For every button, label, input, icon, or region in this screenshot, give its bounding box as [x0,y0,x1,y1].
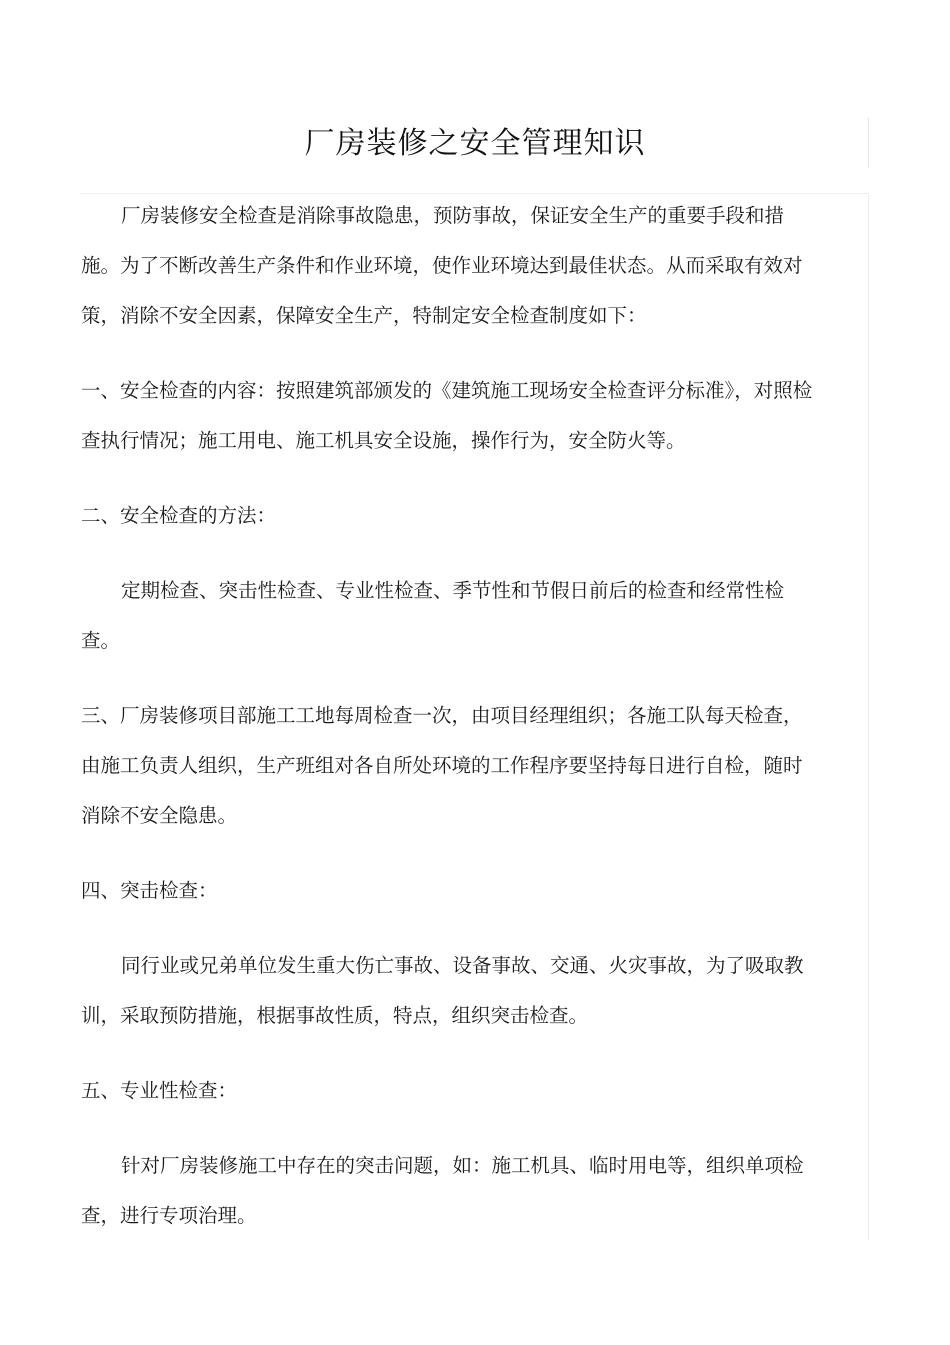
paragraph-gap [81,466,819,491]
document-body [81,191,819,1241]
section-heading-weekly: 三、厂房装修项目部施工工地每周检查一次，由项目经理组织；各施工队每天检查，由施工负责人组织，生产班组对各自所处环境的工作程序要坚持每日进行自检，随时消除不安全隐患。 [81,704,803,827]
section-heading-specialized: 五、专业性检查： [81,1079,238,1102]
section-heading-methods: 二、安全检查的方法： [81,504,277,527]
section-heading-surprise: 四、突击检查： [81,879,218,902]
paragraph-gap [81,541,819,566]
paragraph-surprise: 同行业或兄弟单位发生重大伤亡事故、设备事故、交通、火灾事故，为了吸取教训，采取预防措施，根据事故性质，特点，组织突击检查。 [81,954,804,1027]
margin-line-right [868,195,869,1240]
paragraph-intro: 厂房装修安全检查是消除事故隐患，预防事故，保证安全生产的重要手段和措施。为了不断改善生产条件和作业环境，使作业环境达到最佳状态。从而采取有效对策，消除不安全因素，保障安全生产，特制定安全检查制度如下： [81,204,803,327]
paragraph-gap [81,841,819,866]
paragraph-gap [81,341,819,366]
paragraph-specialized: 针对厂房装修施工中存在的突击问题，如：施工机具、临时用电等，组织单项检查，进行专项治理。 [81,1154,804,1227]
document-title: 厂房装修之安全管理知识 [304,126,646,161]
paragraph-gap [81,666,819,691]
section-heading-content: 一、安全检查的内容：按照建筑部颁发的《建筑施工现场安全检查评分标准》，对照检查执行情况；施工用电、施工机具安全设施，操作行为，安全防火等。 [81,379,813,452]
paragraph-methods: 定期检查、突击性检查、专业性检查、季节性和节假日前后的检查和经常性检查。 [81,579,785,652]
margin-line-top [868,118,869,168]
paragraph-gap [81,916,819,941]
paragraph-gap [81,1116,819,1141]
paragraph-gap [81,1041,819,1066]
